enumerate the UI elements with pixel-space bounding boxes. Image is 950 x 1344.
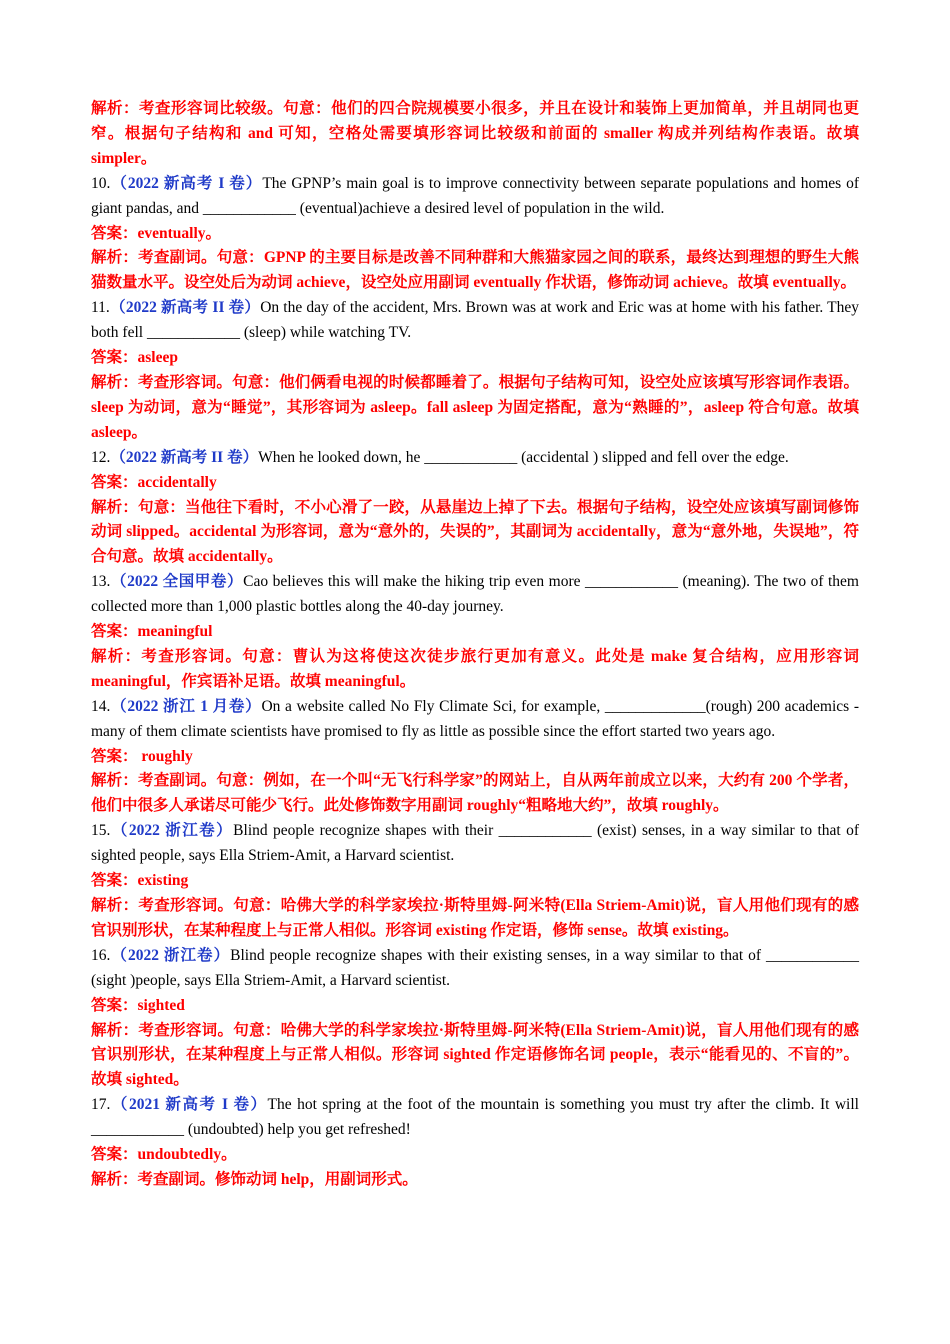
question-text: Blind people recognize shapes with their existing senses, in a way similar to that of ____________ (sight )people, says Ella Striem-Amit, a Harvard scientist. xyxy=(91,946,859,989)
document-page xyxy=(91,97,859,1193)
analysis-paragraph: 解析：考查形容词比较级。句意：他们的四合院规模要小很多，并且在设计和装饰上更加简单，并且胡同也更窄。根据句子结构和 and 可知，空格处需要填形容词比较级和前面的 smaller 构成并列结构作表语。故填 simpler。 xyxy=(91,100,859,167)
question-number: 10. xyxy=(91,174,111,192)
answer-13: 答案：meaningful xyxy=(91,623,213,641)
question-12 xyxy=(91,446,859,471)
answer-17: 答案：undoubtedly。 xyxy=(91,1146,237,1164)
analysis-11: 解析：考查形容词。句意：他们俩看电视的时候都睡着了。根据句子结构可知，设空处应该填写形容词作表语。sleep 为动词，意为“睡觉”，其形容词为 asleep。fall asleep 为固定搭配，意为“熟睡的”，asleep 符合句意。故填 asleep。 xyxy=(91,373,859,441)
question-number: 12. xyxy=(91,448,111,466)
analysis-15: 解析：考查形容词。句意：哈佛大学的科学家埃拉·斯特里姆-阿米特(Ella Striem-Amit)说，盲人用他们现有的感官识别形状，在某种程度上与正常人相似。形容词 existing 作定语，修饰 sense。故填 existing。 xyxy=(91,897,859,939)
question-source: （2022 浙江卷） xyxy=(110,946,231,964)
answer-11: 答案：asleep xyxy=(91,349,178,367)
answer-15: 答案：existing xyxy=(91,872,189,890)
question-text: The GPNP’s main goal is to improve connectivity between separate populations and homes of giant pandas, and ____________ (eventual)achieve a desired level of population in the wild. xyxy=(91,174,859,217)
question-number: 17. xyxy=(91,1096,111,1114)
question-15 xyxy=(91,819,859,869)
answer-12: 答案：accidentally xyxy=(91,473,217,491)
analysis-12: 解析：句意：当他往下看时，不小心滑了一跤，从悬崖边上掉了下去。根据句子结构，设空处应该填写副词修饰动词 slipped。accidental 为形容词，意为“意外的，失误的”，其副词为 accidentally，意为“意外地，失误地”，符合句意。故填 accidentally。 xyxy=(91,498,859,566)
question-source: （2022 新高考 I 卷） xyxy=(110,174,263,192)
analysis-10: 解析：考查副词。句意：GPNP 的主要目标是改善不同种群和大熊猫家园之间的联系，最终达到理想的野生大熊猫数量水平。设空处后为动词 achieve，设空处应用副词 eventually 作状语，修饰动词 achieve。故填 eventually。 xyxy=(91,249,859,292)
analysis-14: 解析：考查副词。句意：例如，在一个叫“无飞行科学家”的网站上，自从两年前成立以来，大约有 200 个学者，他们中很多人承诺尽可能少飞行。此处修饰数字用副词 roughly“粗略地大约”，故填 roughly。 xyxy=(91,772,859,815)
answer-16: 答案：sighted xyxy=(91,996,185,1014)
answer-10: 答案：eventually。 xyxy=(91,224,222,242)
question-11 xyxy=(91,296,859,346)
analysis-13: 解析：考查形容词。句意：曹认为这将使这次徒步旅行更加有意义。此处是 make 复合结构，应用形容词 meaningful，作宾语补足语。故填 meaningful。 xyxy=(91,647,859,690)
question-source: （2022 浙江 1 月卷） xyxy=(110,697,262,715)
question-16 xyxy=(91,944,859,994)
question-text: The hot spring at the foot of the mountain is something you must try after the climb. It will ____________ (undoubted) help you get refreshed! xyxy=(91,1096,859,1139)
question-number: 15. xyxy=(91,822,111,840)
analysis-17: 解析：考查副词。修饰动词 help，用副词形式。 xyxy=(91,1170,418,1188)
question-text: Cao believes this will make the hiking trip even more ____________ (meaning). The two of them collected more than 1,000 plastic bottles along the 40-day journey. xyxy=(91,573,859,616)
question-source: （2021 新高考 I 卷） xyxy=(110,1096,268,1114)
question-13 xyxy=(91,570,859,620)
question-number: 13. xyxy=(91,573,111,591)
answer-14: 答案： roughly xyxy=(91,747,193,765)
question-number: 11. xyxy=(91,299,110,317)
question-text: Blind people recognize shapes with their ____________ (exist) senses, in a way similar to that of sighted people, says Ella Striem-Amit, a Harvard scientist. xyxy=(91,822,859,865)
question-source: （2022 新高考 II 卷） xyxy=(110,448,259,466)
question-17 xyxy=(91,1093,859,1143)
question-number: 16. xyxy=(91,946,111,964)
question-number: 14. xyxy=(91,697,111,715)
question-text: On the day of the accident, Mrs. Brown was at work and Eric was at home with his father. They both fell ____________ (sleep) while watching TV. xyxy=(91,299,859,342)
question-source: （2022 浙江卷） xyxy=(110,822,234,840)
question-text: On a website called No Fly Climate Sci, for example, _____________(rough) 200 academics - many of them climate scientists have promised to fly as little as possible since the effort started two years ago. xyxy=(91,697,859,740)
question-text: When he looked down, he ____________ (accidental ) slipped and fell over the edge. xyxy=(258,448,789,466)
question-14 xyxy=(91,695,859,745)
analysis-16: 解析：考查形容词。句意：哈佛大学的科学家埃拉·斯特里姆-阿米特(Ella Striem-Amit)说，盲人用他们现有的感官识别形状，在某种程度上与正常人相似。形容词 sighted 作定语修饰名词 people，表示“能看见的、不盲的”。故填 sighted。 xyxy=(91,1021,859,1089)
question-source: （2022 新高考 II 卷） xyxy=(109,299,261,317)
question-10 xyxy=(91,172,859,222)
question-source: （2022 全国甲卷） xyxy=(110,573,244,591)
